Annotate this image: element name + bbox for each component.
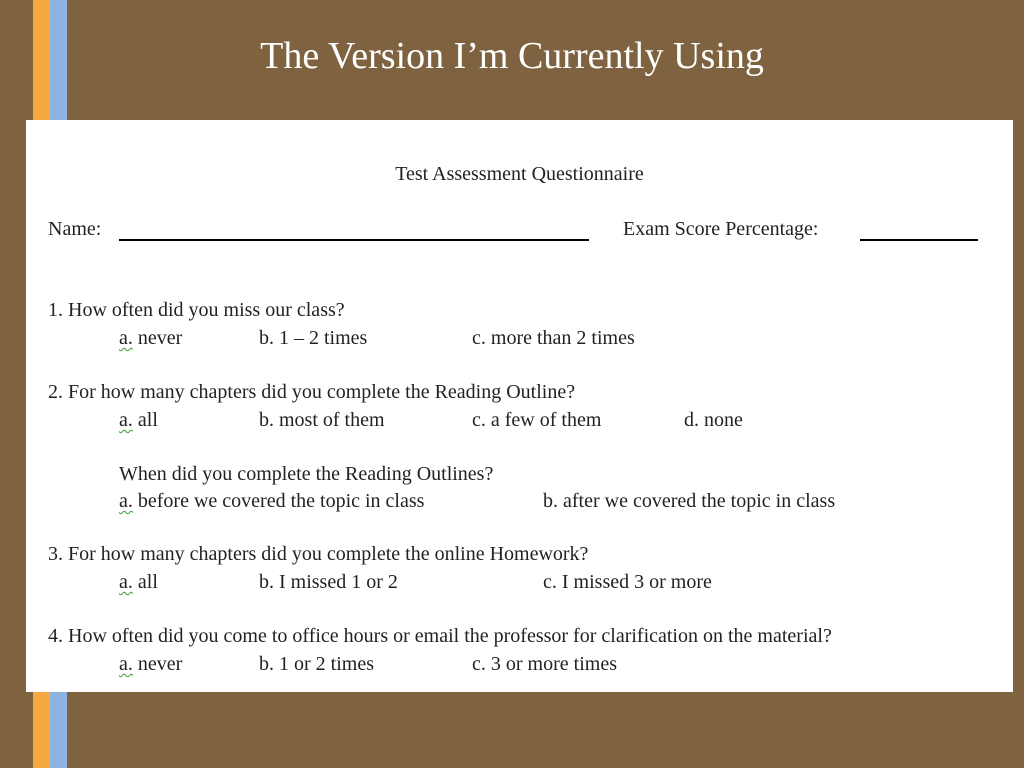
q3-option-a xyxy=(119,570,158,594)
question-2-followup: When did you complete the Reading Outlines? xyxy=(119,463,494,485)
option-letter: a. xyxy=(119,327,133,349)
option-letter: b. xyxy=(543,490,558,512)
option-letter: c. xyxy=(472,327,486,349)
q3-option-c xyxy=(543,570,712,594)
option-text: 1 or 2 times xyxy=(274,653,374,675)
q2-option-c xyxy=(472,408,601,432)
score-blank xyxy=(860,239,978,241)
question-3: 3. For how many chapters did you complete the online Homework? xyxy=(48,543,589,565)
option-letter: c. xyxy=(472,653,486,675)
option-text: all xyxy=(132,571,158,593)
option-letter: c. xyxy=(543,571,557,593)
slide-title: The Version I’m Currently Using xyxy=(260,35,764,77)
option-text: after we covered the topic in class xyxy=(558,490,836,512)
option-text: before we covered the topic in class xyxy=(132,490,425,512)
score-label: Exam Score Percentage: xyxy=(623,218,819,240)
q3-option-b xyxy=(259,570,398,594)
q4-option-a xyxy=(119,652,182,676)
option-letter: b. xyxy=(259,327,274,349)
question-1: 1. How often did you miss our class? xyxy=(48,299,345,321)
questionnaire-document xyxy=(26,120,1013,692)
q4-option-c xyxy=(472,652,617,676)
option-text: none xyxy=(699,409,743,431)
option-letter: a. xyxy=(119,653,133,675)
option-text: I missed 3 or more xyxy=(556,571,712,593)
option-letter: b. xyxy=(259,571,274,593)
option-letter: b. xyxy=(259,409,274,431)
q2-option-d xyxy=(684,408,743,432)
q4-option-b xyxy=(259,652,374,676)
option-text: all xyxy=(132,409,158,431)
question-4: 4. How often did you come to office hours or email the professor for clarification on the material? xyxy=(48,625,832,647)
option-text: never xyxy=(132,653,183,675)
q1-option-b xyxy=(259,326,367,350)
option-text: never xyxy=(132,327,183,349)
q1-option-c xyxy=(472,326,635,350)
option-text: 3 or more times xyxy=(485,653,617,675)
option-letter: a. xyxy=(119,490,133,512)
option-text: I missed 1 or 2 xyxy=(274,571,398,593)
option-letter: a. xyxy=(119,409,133,431)
option-text: most of them xyxy=(274,409,385,431)
q2-option-b xyxy=(259,408,385,432)
option-letter: a. xyxy=(119,571,133,593)
question-2: 2. For how many chapters did you complete the Reading Outline? xyxy=(48,381,576,403)
option-text: 1 – 2 times xyxy=(274,327,368,349)
option-letter: d. xyxy=(684,409,699,431)
q2-option-a xyxy=(119,408,158,432)
q2-followup-option-b xyxy=(543,489,835,513)
option-text: a few of them xyxy=(485,409,602,431)
option-letter: b. xyxy=(259,653,274,675)
q1-option-a xyxy=(119,326,182,350)
q2-followup-option-a xyxy=(119,489,424,513)
questionnaire-title: Test Assessment Questionnaire xyxy=(395,163,644,185)
name-blank xyxy=(119,239,589,241)
option-text: more than 2 times xyxy=(485,327,635,349)
name-label: Name: xyxy=(48,218,102,240)
option-letter: c. xyxy=(472,409,486,431)
